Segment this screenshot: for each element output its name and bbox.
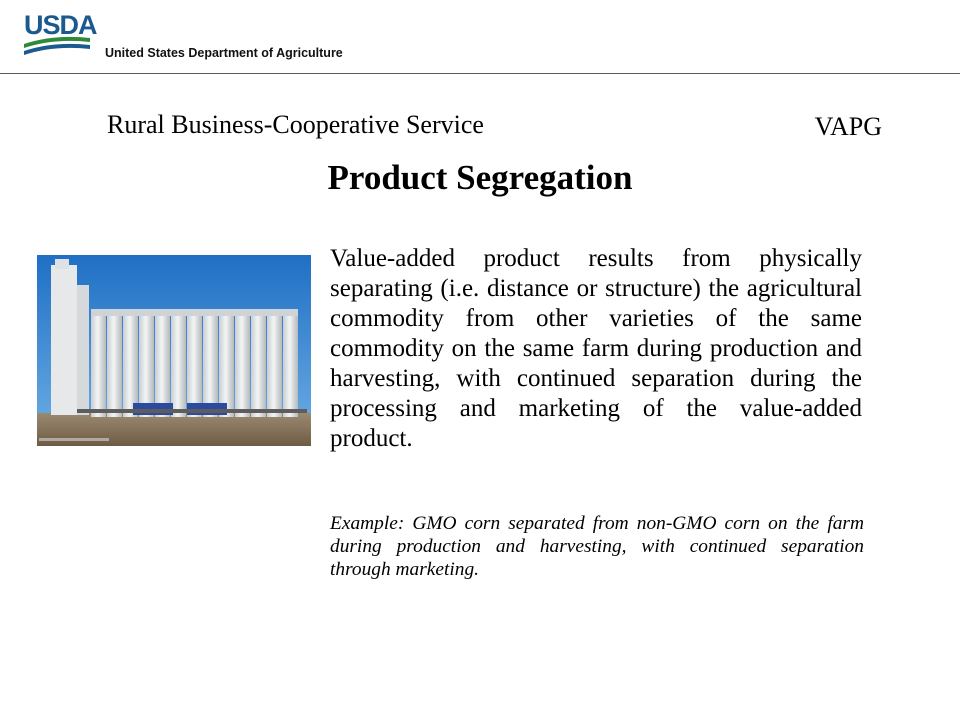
body-paragraph: Value-added product results from physically separating (i.e. distance or structure) the agricultural commodity from other varieties of the same commodity on the same farm during production and harvesting, with continued separation during the processing and marketing of the value-added product. — [330, 245, 862, 452]
slide-title: Product Segregation — [327, 158, 633, 197]
program-name: VAPG — [814, 112, 882, 141]
service-name: Rural Business-Cooperative Service — [107, 110, 484, 139]
example-paragraph: Example: GMO corn separated from non-GMO corn on the farm during production and harvesting, with continued separation through marketing. — [330, 513, 864, 580]
usda-logo-text: USDA — [24, 10, 97, 40]
grain-elevator-photo — [37, 255, 311, 446]
department-name: United States Department of Agriculture — [105, 46, 343, 60]
usda-logo — [24, 10, 354, 64]
header-divider — [0, 73, 960, 74]
